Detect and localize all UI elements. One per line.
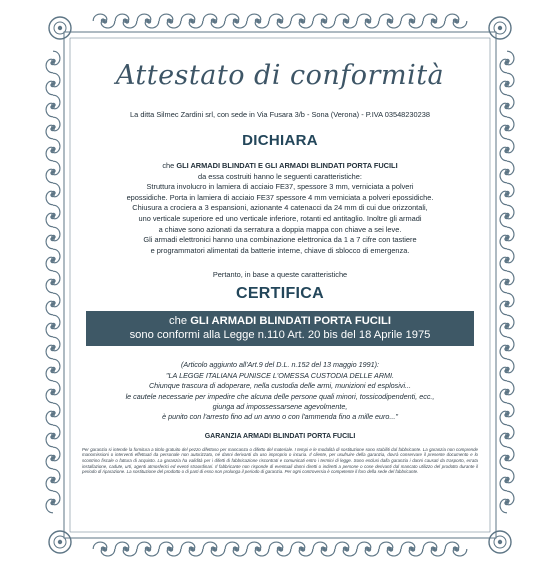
border-scroll-ornament: [357, 542, 379, 556]
banner-product: GLI ARMADI BLINDATI PORTA FUCILI: [190, 315, 391, 328]
declaration-body-line: Gli armadi elettronici hanno una combinazione elettronica da 1 a 7 cifre con tastiere: [143, 235, 417, 245]
border-scroll-ornament: [181, 542, 203, 556]
border-scroll-ornament: [46, 205, 60, 227]
border-scroll-ornament: [500, 51, 514, 73]
border-scroll-ornament: [46, 227, 60, 249]
border-scroll-ornament: [225, 542, 247, 556]
border-scroll-ornament: [423, 14, 445, 28]
border-scroll-ornament: [269, 542, 291, 556]
border-scroll-ornament: [500, 469, 514, 491]
banner-line-1: [90, 314, 470, 328]
border-scroll-ornament: [46, 469, 60, 491]
border-scroll-ornament: [500, 491, 514, 513]
border-scroll-ornament: [500, 425, 514, 447]
border-scroll-ornament: [500, 73, 514, 95]
border-scroll-ornament: [500, 95, 514, 117]
border-scroll-ornament: [423, 542, 445, 556]
border-scroll-ornament: [269, 14, 291, 28]
border-scroll-ornament: [225, 14, 247, 28]
heading-dichiara: DICHIARA: [242, 132, 318, 149]
border-scroll-ornament: [291, 542, 313, 556]
border-scroll-ornament: [500, 337, 514, 359]
border-scroll-ornament: [46, 249, 60, 271]
border-scroll-ornament: [203, 14, 225, 28]
article-line: giunga ad impossessarsene agevolmente,: [212, 401, 348, 411]
border-scroll-ornament: [159, 542, 181, 556]
border-corner-rosette-dot: [58, 26, 62, 30]
guarantee-title: GARANZIA ARMADI BLINDATI PORTA FUCILI: [204, 432, 356, 440]
declaration-text: [96, 161, 464, 256]
border-scroll-ornament: [500, 447, 514, 469]
border-scroll-ornament: [115, 14, 137, 28]
border-scroll-ornament: [401, 542, 423, 556]
border-scroll-ornament: [46, 293, 60, 315]
declaration-prefix: che: [162, 161, 177, 170]
border-scroll-ornament: [46, 51, 60, 73]
border-scroll-ornament: [247, 542, 269, 556]
border-scroll-ornament: [46, 359, 60, 381]
border-scroll-ornament: [500, 293, 514, 315]
border-scroll-ornament: [46, 183, 60, 205]
border-scroll-ornament: [401, 14, 423, 28]
border-scroll-ornament: [500, 183, 514, 205]
declaration-body-line: Struttura involucro in lamiera di acciaio FE37, spessore 3 mm, verniciata a polveri: [146, 182, 414, 192]
border-scroll-ornament: [46, 491, 60, 513]
border-scroll-ornament: [46, 271, 60, 293]
declaration-line-2: da essa costruiti hanno le seguenti caratteristiche:: [198, 171, 362, 181]
declaration-product: GLI ARMADI BLINDATI E GLI ARMADI BLINDATI PORTA FUCILI: [176, 161, 398, 170]
border-scroll-ornament: [46, 161, 60, 183]
border-scroll-ornament: [313, 542, 335, 556]
article-line: (Articolo aggiunto all'Art.9 del D.L. n.152 del 13 maggio 1991):: [181, 360, 379, 370]
border-scroll-ornament: [46, 117, 60, 139]
border-scroll-ornament: [357, 14, 379, 28]
border-scroll-ornament: [335, 542, 357, 556]
article-line: "LA LEGGE ITALIANA PUNISCE L'OMESSA CUSTODIA DELLE ARMI.: [166, 370, 394, 380]
declaration-body-line: epossidiche. Porta in lamiera di acciaio FE37 spessore 4 mm verniciata a polveri epossidiche.: [126, 192, 434, 202]
border-scroll-ornament: [500, 403, 514, 425]
declaration-body-line: Chiusura a crociera a 3 espansioni, azionante 4 catenacci da 24 mm di cui due orizzontali,: [132, 203, 428, 213]
article-line: Chiunque trascura di adoperare, nella custodia delle armi, munizioni ed esplosivi...: [148, 381, 412, 391]
border-scroll-ornament: [46, 95, 60, 117]
border-scroll-ornament: [313, 14, 335, 28]
border-scroll-ornament: [46, 315, 60, 337]
banner-prefix: che: [169, 315, 191, 328]
border-scroll-ornament: [500, 381, 514, 403]
border-scroll-ornament: [93, 14, 115, 28]
pertanto-text: Pertanto, in base a queste caratteristiche: [212, 270, 348, 280]
border-scroll-ornament: [46, 139, 60, 161]
border-scroll-ornament: [500, 117, 514, 139]
border-scroll-ornament: [181, 14, 203, 28]
border-scroll-ornament: [500, 161, 514, 183]
certificate-title: Attestato di conformità: [115, 60, 445, 91]
company-intro: La ditta Silmec Zardini srl, con sede in Via Fusara 3/b - Sona (Verona) - P.IVA 03548230238: [130, 110, 430, 119]
border-scroll-ornament: [379, 542, 401, 556]
border-scroll-ornament: [445, 14, 467, 28]
certificate-content: [82, 54, 478, 475]
border-scroll-ornament: [500, 315, 514, 337]
border-scroll-ornament: [379, 14, 401, 28]
border-scroll-ornament: [46, 381, 60, 403]
declaration-body-line: uno verticale superiore ed uno verticale inferiore, rotanti ed antitaglio. Inoltre gli armadi: [138, 213, 422, 223]
banner-line-2: sono conformi alla Legge n.110 Art. 20 bis del 18 Aprile 1975: [129, 329, 431, 342]
border-scroll-ornament: [46, 337, 60, 359]
border-scroll-ornament: [137, 542, 159, 556]
border-scroll-ornament: [500, 205, 514, 227]
border-scroll-ornament: [335, 14, 357, 28]
border-scroll-ornament: [46, 403, 60, 425]
declaration-body-line: a chiave sono azionati da serratura a doppia mappa con chiave a sei leve.: [158, 224, 402, 234]
article-line: le cautele necessarie per impedire che alcuna delle persone quali minori, tossicodipendenti, ecc.,: [125, 391, 435, 401]
declaration-body-line: e programmatori alimentati da batterie interne, chiave di sblocco di emergenza.: [150, 245, 410, 255]
border-scroll-ornament: [500, 271, 514, 293]
heading-certifica: CERTIFICA: [235, 285, 325, 303]
border-corner-rosette-dot: [58, 540, 62, 544]
certification-banner: [86, 311, 474, 346]
border-scroll-ornament: [445, 542, 467, 556]
border-scroll-ornament: [46, 73, 60, 95]
border-scroll-ornament: [93, 542, 115, 556]
article-line: è punito con l'arresto fino ad un anno o con l'ammenda fino a mille euro...": [162, 412, 398, 422]
border-scroll-ornament: [500, 139, 514, 161]
border-scroll-ornament: [500, 249, 514, 271]
border-scroll-ornament: [137, 14, 159, 28]
declaration-line-1: [96, 161, 464, 172]
border-scroll-ornament: [115, 542, 137, 556]
border-scroll-ornament: [203, 542, 225, 556]
border-scroll-ornament: [46, 447, 60, 469]
guarantee-text: Per garanzia si intende la fornitura a titolo gratuito del pezzo difettoso per mancanza o difetto del materiale. I tempi e le modalità di sostituzione sono stabiliti dal fabbricante. La garanzia non comprende manomissioni o interventi effettuati da personale non autorizzato, né danni derivanti da uso improprio o incuria. Il cliente, per usufruire della garanzia, dovrà conservare il presente documento e lo scontrino fiscale o fattura di acquisto. La garanzia ha validità per i difetti di fabbricazione riscontrati e comunicati entro i termini di legge. Sono esclusi dalla garanzia i danni causati da trasporto, errata installazione, cadute, urti, agenti atmosferici ed eventi straordinari. Il fabbricante non risponde di eventuali danni diretti o indiretti a persone o cose derivanti dal mancato utilizzo del prodotto durante il periodo di riparazione. La sostituzione del prodotto o di parti di esso non prolunga il periodo di garanzia. Per ogni controversia è competente il foro della sede del fabbricante.: [82, 446, 478, 475]
border-scroll-ornament: [291, 14, 313, 28]
law-article: [96, 360, 464, 422]
border-scroll-ornament: [46, 425, 60, 447]
border-corner-rosette-dot: [498, 540, 502, 544]
border-scroll-ornament: [159, 14, 181, 28]
border-scroll-ornament: [247, 14, 269, 28]
border-scroll-ornament: [500, 227, 514, 249]
border-corner-rosette-dot: [498, 26, 502, 30]
border-scroll-ornament: [500, 359, 514, 381]
